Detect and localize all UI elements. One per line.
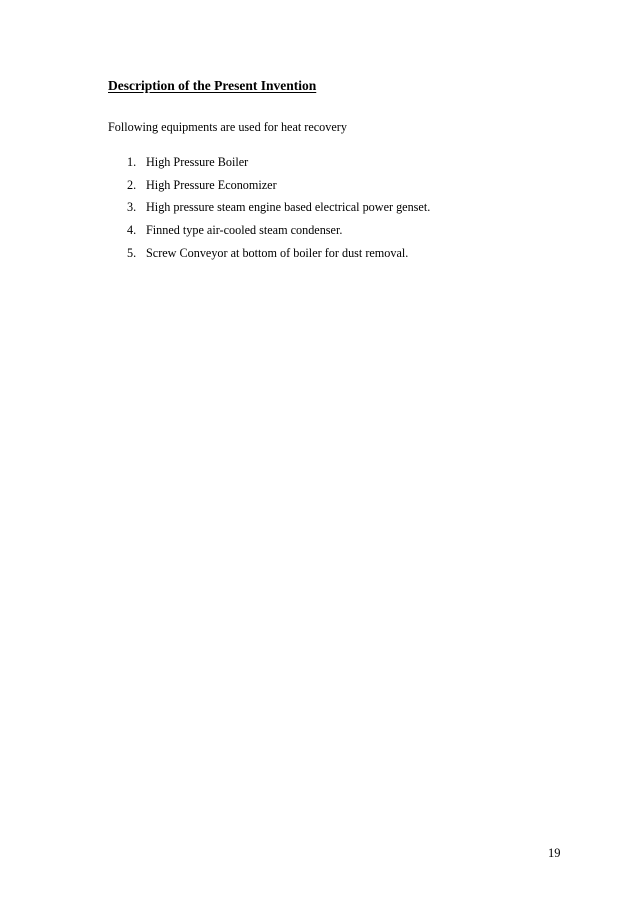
- equipment-list: [127, 155, 430, 268]
- list-item-number: 4.: [127, 223, 137, 238]
- list-item-text: Finned type air-cooled steam condenser.: [146, 223, 343, 238]
- intro-paragraph: Following equipments are used for heat recovery: [108, 120, 347, 134]
- list-item-number: 3.: [127, 200, 137, 215]
- list-item-number: 2.: [127, 177, 137, 192]
- list-item: [127, 155, 430, 178]
- list-item-text: High Pressure Economizer: [146, 177, 277, 192]
- list-item-text: High pressure steam engine based electrical power genset.: [146, 200, 431, 215]
- page-number: 19: [548, 846, 561, 860]
- list-item-text: High Pressure Boiler: [146, 155, 249, 169]
- list-item: [127, 200, 430, 223]
- list-item-number: 5.: [127, 245, 137, 260]
- section-heading: Description of the Present Invention: [108, 78, 317, 93]
- list-item-number: 1.: [127, 155, 137, 169]
- list-item: [127, 223, 430, 246]
- list-item: [127, 178, 430, 201]
- list-item: [127, 246, 430, 269]
- list-item-text: Screw Conveyor at bottom of boiler for dust removal.: [146, 245, 409, 260]
